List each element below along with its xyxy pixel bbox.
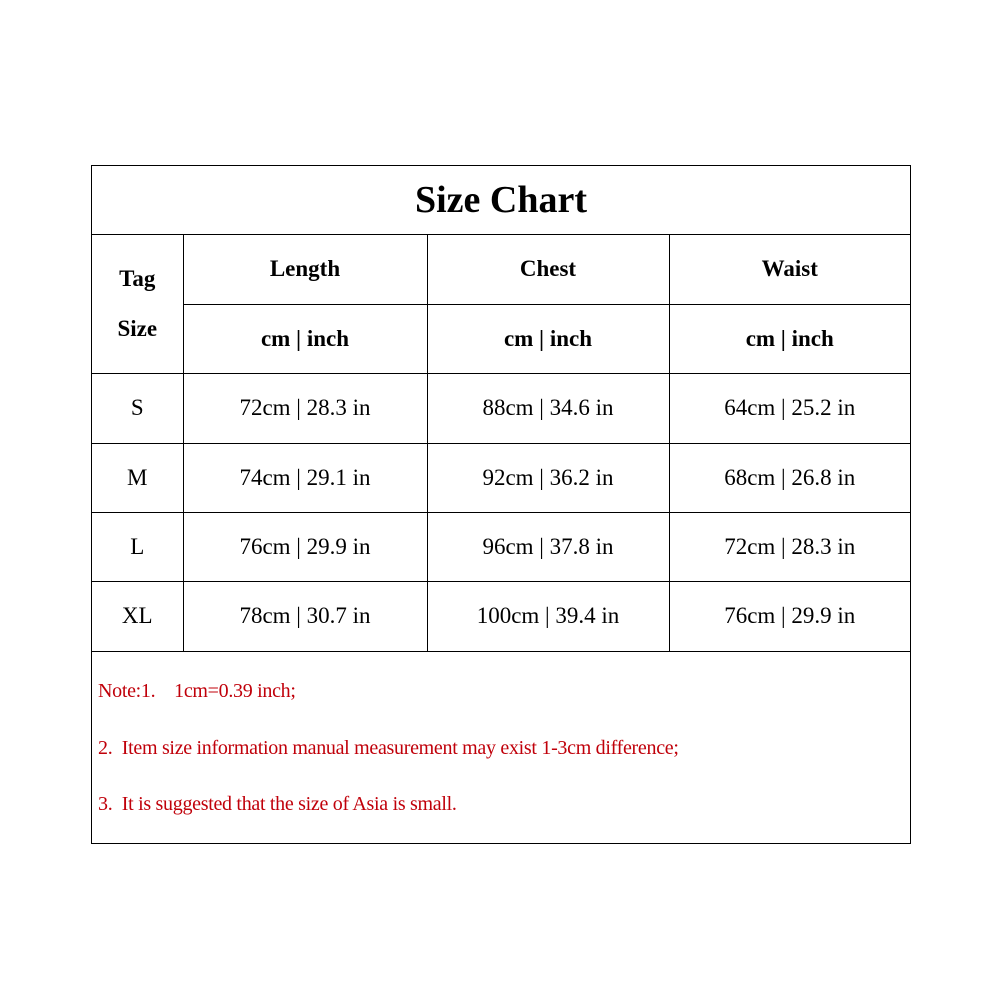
note-line-2: 2. Item size information manual measurement may exist 1-3cm difference; <box>98 737 679 759</box>
chest-cell: 92cm | 36.2 in <box>427 443 669 512</box>
table-row <box>92 443 910 512</box>
column-header-length: Length <box>183 235 427 304</box>
size-cell: S <box>92 373 183 443</box>
table-row <box>92 373 910 443</box>
size-chart <box>91 165 911 844</box>
notes-section <box>92 653 910 843</box>
size-table <box>92 235 910 652</box>
size-cell: M <box>92 443 183 512</box>
unit-label-waist: cm | inch <box>669 304 910 373</box>
note-line-3: 3. It is suggested that the size of Asia is small. <box>98 793 457 815</box>
unit-label-length: cm | inch <box>183 304 427 373</box>
waist-cell: 68cm | 26.8 in <box>669 443 910 512</box>
size-cell: XL <box>92 581 183 651</box>
waist-cell: 76cm | 29.9 in <box>669 581 910 651</box>
tag-size-header <box>92 235 183 373</box>
size-label: Size <box>117 315 158 341</box>
length-cell: 78cm | 30.7 in <box>183 581 427 651</box>
length-cell: 72cm | 28.3 in <box>183 373 427 443</box>
unit-label-chest: cm | inch <box>427 304 669 373</box>
chest-cell: 100cm | 39.4 in <box>427 581 669 651</box>
table-unit-row <box>92 304 910 373</box>
table-row <box>92 581 910 651</box>
length-cell: 74cm | 29.1 in <box>183 443 427 512</box>
chest-cell: 96cm | 37.8 in <box>427 512 669 581</box>
table-header-row <box>92 235 910 304</box>
size-cell: L <box>92 512 183 581</box>
column-header-waist: Waist <box>669 235 910 304</box>
chest-cell: 88cm | 34.6 in <box>427 373 669 443</box>
waist-cell: 72cm | 28.3 in <box>669 512 910 581</box>
length-cell: 76cm | 29.9 in <box>183 512 427 581</box>
note-line-1: Note:1. 1cm=0.39 inch; <box>98 680 296 702</box>
chart-title: Size Chart <box>92 166 910 235</box>
table-row <box>92 512 910 581</box>
column-header-chest: Chest <box>427 235 669 304</box>
tag-label: Tag <box>119 265 156 291</box>
waist-cell: 64cm | 25.2 in <box>669 373 910 443</box>
